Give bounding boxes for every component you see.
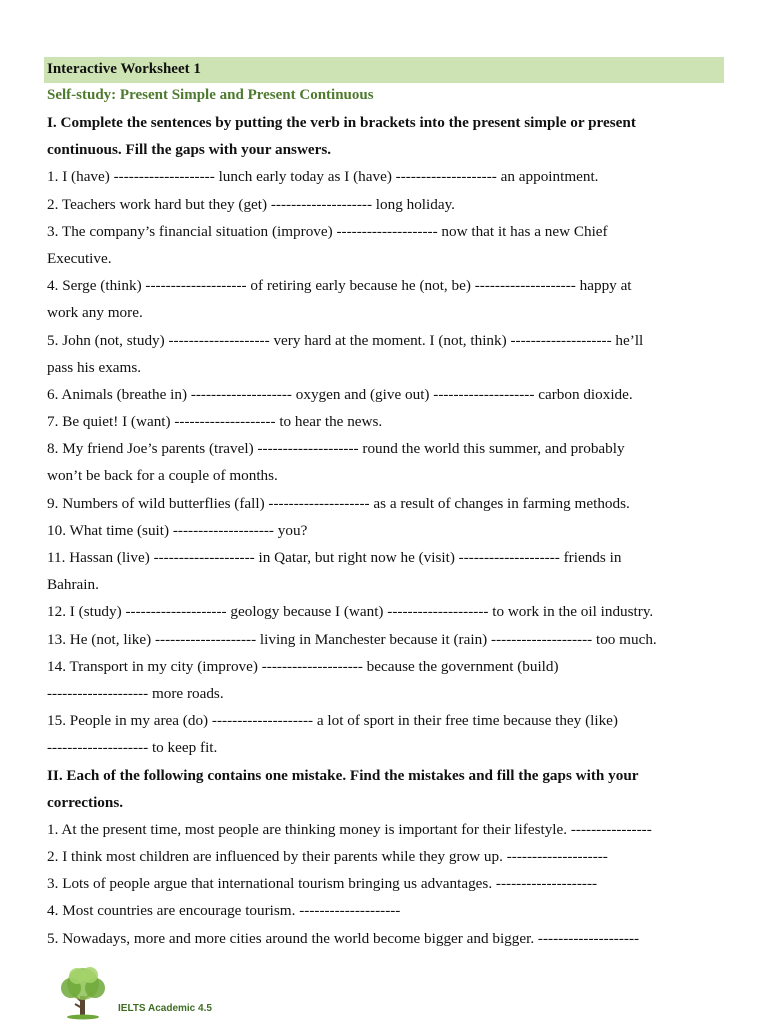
exercise-line: 10. What time (suit) -------------------- you?: [47, 521, 308, 539]
worksheet-subtitle: Self-study: Present Simple and Present Continuous: [47, 87, 374, 103]
exercise-line: 11. Hassan (live) -------------------- in Qatar, but right now he (visit) -------------------- friends in: [47, 549, 622, 566]
correction-line: 1. At the present time, most people are thinking money is important for their lifestyle. ----------------: [47, 820, 652, 838]
exercise-line: 2. Teachers work hard but they (get) -------------------- long holiday.: [47, 195, 455, 213]
correction-line: 4. Most countries are encourage tourism. --------------------: [47, 902, 401, 920]
exercise-line: 4. Serge (think) -------------------- of retiring early because he (not, be) -------------------- happy at: [47, 277, 632, 295]
tree-icon: [53, 962, 113, 1022]
exercise-line: won’t be back for a couple of months.: [47, 467, 278, 485]
exercise-line: 12. I (study) -------------------- geology because I (want) -------------------- to work in the oil industry.: [47, 603, 654, 621]
exercise-line: 9. Numbers of wild butterflies (fall) -------------------- as a result of changes in farming methods.: [47, 494, 630, 512]
exercise-line: 14. Transport in my city (improve) -------------------- because the government (build): [47, 657, 559, 675]
correction-line: 3. Lots of people argue that international tourism bringing us advantages. --------------------: [47, 875, 598, 893]
exercise-line: Executive.: [47, 249, 112, 267]
worksheet-title: Interactive Worksheet 1: [44, 57, 724, 83]
exercise-line: pass his exams.: [47, 358, 142, 376]
correction-line: 5. Nowadays, more and more cities around the world become bigger and bigger. --------------------: [47, 929, 640, 947]
exercise-line: 13. He (not, like) -------------------- living in Manchester because it (rain) -------------------- too much.: [47, 630, 657, 648]
exercise-line: 15. People in my area (do) -------------------- a lot of sport in their free time because they (like): [47, 712, 618, 730]
exercise-line: 8. My friend Joe’s parents (travel) -------------------- round the world this summer, and probably: [47, 440, 625, 458]
exercise-line: work any more.: [47, 304, 143, 322]
exercise-line: 6. Animals (breathe in) -------------------- oxygen and (give out) -------------------- carbon dioxide.: [47, 385, 633, 403]
exercise-line: 7. Be quiet! I (want) -------------------- to hear the news.: [47, 413, 383, 431]
section-1-instruction: I. Complete the sentences by putting the verb in brackets into the present simple or present: [47, 114, 636, 131]
exercise-line: 5. John (not, study) -------------------- very hard at the moment. I (not, think) -------------------- he’ll: [47, 331, 644, 349]
section-2-instruction: II. Each of the following contains one mistake. Find the mistakes and fill the gaps with your: [47, 766, 639, 784]
section-1-instruction: continuous. Fill the gaps with your answers.: [47, 141, 332, 159]
worksheet-content: [47, 109, 732, 952]
exercise-line: Bahrain.: [47, 576, 99, 594]
footer-label: IELTS Academic 4.5: [118, 1003, 212, 1014]
exercise-line: 1. I (have) -------------------- lunch early today as I (have) -------------------- an appointment.: [47, 168, 599, 186]
correction-line: 2. I think most children are influenced by their parents while they grow up. --------------------: [47, 848, 608, 866]
exercise-line: -------------------- to keep fit.: [47, 739, 218, 757]
exercise-line: -------------------- more roads.: [47, 684, 224, 702]
section-2-instruction: corrections.: [47, 793, 124, 811]
exercise-line: 3. The company’s financial situation (improve) -------------------- now that it has a new Chief: [47, 222, 608, 240]
